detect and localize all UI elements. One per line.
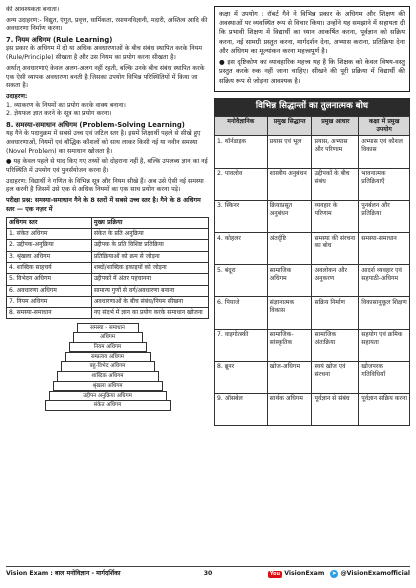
section-7-para-1: इस प्रकार के अधिगम में दो या अधिक अवधारणाओं के बीच संबंध स्थापित करके नियम (Rule/Principle) सीखता है और उस नियम का प्रयोग करना सीखता है। (6, 45, 202, 62)
table-row (215, 297, 410, 329)
theory: सार्थक अधिगम (267, 393, 312, 425)
classroom-use-text-2: ● इस दृष्टिकोण का व्यावहारिक महत्त्व यह है कि शिक्षक को केवल विषय-वस्तु प्रस्तुत करके रुक नहीं जाना चाहिए। सीखने की पूरी प्रक्रिया में विद्यार्थी की सक्रिय रूप से जोड़ना आवश्यक है। (219, 58, 405, 85)
table-row (215, 265, 410, 297)
classroom-use: पूर्वज्ञान सक्रिय करना (359, 393, 410, 425)
basis: प्रयास, अभ्यास और परिणाम (312, 136, 359, 168)
classroom-use: अभ्यास एवं कौशल विकास (359, 136, 410, 168)
section-7-examples-label: उदाहरण: (6, 92, 28, 100)
exam-question: परीक्षा प्रश्न: समस्या-समाधान गैने के 8 स्तरों में सबसे उच्च स्तर है। गैने के 8 अधिगम स्तर — एक नज़र में (6, 197, 201, 213)
table-row (7, 262, 209, 273)
levels-table-header-process: मुख्य प्रक्रिया (91, 217, 208, 229)
classroom-use: खोजपरक गतिविधियाँ (359, 361, 410, 393)
table-row (7, 308, 209, 319)
table-row (7, 240, 209, 251)
theory: सामाजिक-सांस्कृतिक (267, 329, 312, 361)
section-8-example: उदाहरण: विद्यार्थी ने गणित के विभिन्न सूत्र और नियम सीखे हैं। अब उसे ऐसी नई समस्या हल करनी है जिसमें उसे एक से अधिक नियमों का एक साथ प्रयोग करना पड़े। (6, 177, 204, 194)
psychologist: 8. ब्रूनर (215, 361, 268, 393)
psychologist: 4. कोहलर (215, 233, 268, 265)
pyramid-level: नियम अधिगम (69, 342, 147, 352)
other-examples: अन्य उदाहरण:- विद्युत, एंगुत, प्रवृत्त, धार्मिकता, रसायनविज्ञानी, मदारी, अस्तित्व आदि की अवधारणा निर्माण करना। (6, 16, 208, 33)
classroom-use: भावनात्मक प्रतिक्रियाएँ (359, 168, 410, 200)
classroom-use-box (214, 6, 410, 92)
psychologist: 6. पियाजे (215, 297, 268, 329)
page-footer (6, 566, 410, 582)
right-column (214, 6, 410, 566)
basis: सामाजिक अंतःक्रिया (312, 329, 359, 361)
classroom-use: आदर्श व्यवहार एवं सहपाठी-अधिगम (359, 265, 410, 297)
table-row (7, 251, 209, 262)
psychologist: 5. बंदूरा (215, 265, 268, 297)
pyramid-level: बहु-विभेद अधिगम (61, 361, 155, 371)
pyramid-level: श्रृंखला अधिगम (53, 381, 163, 391)
basis: स्वयं खोज एवं संरचना (312, 361, 359, 393)
table-row (215, 393, 410, 425)
level-process: सामान्य गुणों से वर्ग/अवधारणा बनाना (91, 285, 208, 296)
page-number: 30 (203, 570, 213, 578)
pyramid-level: अधिगम (73, 332, 143, 342)
pyramid-level: उद्दीपन अनुक्रिया अधिगम (49, 391, 167, 401)
level-name: 5. विभेदन अधिगम (7, 274, 92, 285)
table-row (215, 361, 410, 393)
basis: व्यवहार के परिणाम (312, 200, 359, 232)
theory: क्रियाप्रसूत अनुबंधन (267, 200, 312, 232)
comparison-title: विभिन्न सिद्धान्तों का तुलनात्मक बोध (214, 98, 410, 116)
table-row (7, 229, 209, 240)
classroom-use: सहयोग एवं क्रमिक सहायता (359, 329, 410, 361)
theory: खोज-अधिगम (267, 361, 312, 393)
basis: पूर्वज्ञान से संबंध (312, 393, 359, 425)
basis: सक्रिय निर्माण (312, 297, 359, 329)
comparison-header-psychologist: मनोवैज्ञानिक (215, 116, 268, 136)
basis: उद्दीपकों के बीच संबंध (312, 168, 359, 200)
psychologist: 7. वाइगोत्स्की (215, 329, 268, 361)
level-name: 7. नियम अधिगम (7, 296, 92, 307)
psychologist: 9. ऑसबेल (215, 393, 268, 425)
level-name: 8. समस्या-समाधान (7, 308, 92, 319)
level-process: उद्दीपकों में अंतर पहचानना (91, 274, 208, 285)
level-process: उद्दीपक के प्रति विशिष्ट प्रतिक्रिया (91, 240, 208, 251)
classroom-use: विकासानुकूल शिक्षण (359, 297, 410, 329)
table-row (7, 296, 209, 307)
section-8-heading: 8. समस्या-समाधान अधिगम (Problem-Solving Learning) (6, 120, 185, 129)
intro-line: की आवश्यकता बनाता। (6, 6, 60, 13)
psychologist: 2. पावलोव (215, 168, 268, 200)
table-row (215, 168, 410, 200)
level-name: 3. श्रृंखला अधिगम (7, 251, 92, 262)
level-process: संकेत के प्रति अनुक्रिया (91, 229, 208, 240)
theory: प्रयास एवं भूल (267, 136, 312, 168)
telegram-link[interactable] (330, 570, 410, 579)
left-column (6, 6, 209, 566)
level-name: 6. अवधारणा अधिगम (7, 285, 92, 296)
pyramid-level: सम्प्रत्यय अधिगम (65, 352, 151, 362)
theory: शास्त्रीय अनुबंधन (267, 168, 312, 200)
psychologist: 3. स्किनर (215, 200, 268, 232)
basis: समस्या की संरचना का बोध (312, 233, 359, 265)
theory: सामाजिक अधिगम (267, 265, 312, 297)
levels-table-header-level: अधिगम स्तर (7, 217, 92, 229)
level-name: 4. शाब्दिक साहचर्य (7, 262, 92, 273)
section-8-para-2: ● यह केवल पहले से याद किए गए तथ्यों को दोहराना नहीं है, बल्कि उपलब्ध ज्ञान का नई परिस्थिति में उपयोग एवं पुनर्संयोजन करना है। (6, 158, 208, 175)
section-7-example-1: 1. व्याकरण के नियमों का प्रयोग करके वाक्य बनाना। (6, 101, 126, 109)
classroom-use-text: कक्षा में उपयोग : रॉबर्ट गैने ने विभिन्न प्रकार के अधिगम और शिक्षण की अवस्थाओं पर व्यवस्थित रूप से विचार किया। उन्होंने यह समझाने में सहायता दी कि प्रभावी शिक्षण में विद्यार्थी का ध्यान आकर्षित करना, पूर्वज्ञान को सक्रिय करना, नई सामग्री प्रस्तुत करना, मार्गदर्शन देना, अभ्यास कराना, प्रतिक्रिया देना और अधिगम का मूल्यांकन करना महत्त्वपूर्ण है। (219, 10, 405, 55)
table-row (215, 233, 410, 265)
section-7-example-2: 2. ज्ञेयफल ज्ञात करने के सूत्र का प्रयोग करना। (6, 110, 112, 118)
section-8-para-1: यह गैने के पदानुक्रम में सबसे उच्च एवं जटिल स्तर है। इसमें शिक्षार्थी पहले से सीखे हुए अवधारणाओं, नियमों एवं बौद्धिक कौशलों को साथ लाकर किसी नई या नवीन समस्या (Novel Problem) का समाधान खोजता है। (6, 130, 201, 155)
pyramid-level: संकेत अधिगम (45, 400, 171, 410)
youtube-link[interactable] (268, 570, 324, 579)
level-process: नए संदर्भ में ज्ञान का प्रयोग करके समाधान खोजना (91, 308, 208, 319)
comparison-header-theory: प्रमुख सिद्धान्त (267, 116, 312, 136)
telegram-label: @VisionExamofficial (340, 570, 410, 578)
classroom-use: समस्या-समाधान (359, 233, 410, 265)
footer-title: Vision Exam : बाल मनोविज्ञान - मार्गदर्शिका (6, 570, 121, 578)
section-7-para-2: अर्थात् अवधारणाएं केवल अलग-अलग नहीं रहती, बल्कि उनके बीच संबंध स्थापित करके एक ऐसी व्यापक अवधारणा बनती है जिसका उपयोग विभिन्न परिस्थितियों में किया जा सकता है। (6, 64, 205, 90)
level-process: प्रतिक्रियाओं को क्रम से जोड़ना (91, 251, 208, 262)
learning-pyramid (6, 323, 209, 410)
theory: अंतर्दृष्टि (267, 233, 312, 265)
level-process: अवधारणाओं के बीच संबंध/नियम सीखना (91, 296, 208, 307)
level-process: शब्दों/शाब्दिक इकाइयों को जोड़ना (91, 262, 208, 273)
pyramid-level: शाब्दिक अधिगम (57, 371, 159, 381)
table-row (7, 285, 209, 296)
classroom-use: पुनर्बलन और प्रतिक्रिया (359, 200, 410, 232)
table-row (7, 274, 209, 285)
pyramid-level: समस्या - समाधान (77, 323, 139, 333)
basis: अवलोकन और अनुकरण (312, 265, 359, 297)
youtube-label: VisionExam (284, 570, 325, 578)
table-row (215, 329, 410, 361)
level-name: 1. संकेत अधिगम (7, 229, 92, 240)
page (6, 6, 410, 566)
table-row (215, 136, 410, 168)
comparison-header-basis: प्रमुख आधार (312, 116, 359, 136)
table-row (215, 200, 410, 232)
footer-social (228, 570, 410, 579)
comparison-header-use: कक्षा में प्रमुख उपयोग (359, 116, 410, 136)
level-name: 2. उद्दीपक-अनुक्रिया (7, 240, 92, 251)
section-7-heading: 7. नियम अधिगम (Rule Learning) (6, 36, 113, 45)
telegram-icon: ➤ (331, 570, 337, 578)
psychologist: 1. थॉर्नडाइक (215, 136, 268, 168)
theory: संज्ञानात्मक विकास (267, 297, 312, 329)
youtube-icon: You (269, 571, 281, 578)
levels-table (6, 217, 209, 320)
comparison-table (214, 116, 410, 427)
